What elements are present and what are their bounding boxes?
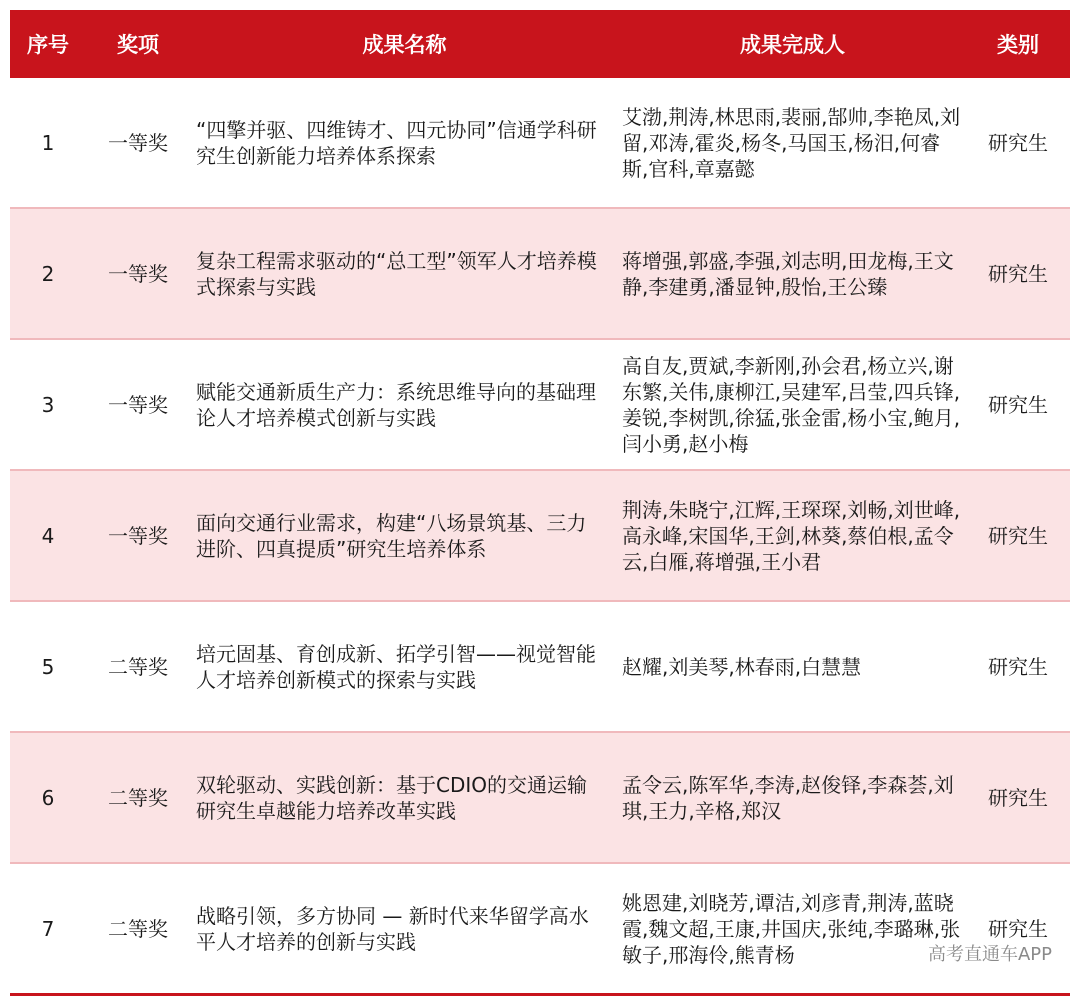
row-people: 姚恩建,刘晓芳,谭洁,刘彦青,荆涛,蓝晓霞,魏文超,王康,井国庆,张纯,李璐琳,张敏子,邢海伶,熊青杨 <box>619 863 966 995</box>
table-header <box>10 10 1070 78</box>
header-row <box>10 10 1070 78</box>
table-row <box>10 339 1070 470</box>
header-name: 成果名称 <box>190 10 619 78</box>
row-award: 一等奖 <box>86 208 190 339</box>
table-row <box>10 601 1070 732</box>
row-index: 5 <box>10 601 86 732</box>
header-category: 类别 <box>966 10 1070 78</box>
row-award: 二等奖 <box>86 863 190 995</box>
row-award: 一等奖 <box>86 339 190 470</box>
awards-table-container <box>10 10 1070 996</box>
table-row <box>10 78 1070 208</box>
row-name: 战略引领，多方协同 — 新时代来华留学高水平人才培养的创新与实践 <box>190 863 619 995</box>
row-award: 一等奖 <box>86 470 190 601</box>
watermark: 高考直通车APP <box>927 944 1052 965</box>
row-name: 复杂工程需求驱动的“总工型”领军人才培养模式探索与实践 <box>190 208 619 339</box>
row-category: 研究生 <box>966 601 1070 732</box>
row-people: 高自友,贾斌,李新刚,孙会君,杨立兴,谢东繁,关伟,康柳江,吴建军,吕莹,四兵锋,姜锐,李树凯,徐猛,张金雷,杨小宝,鲍月,闫小勇,赵小梅 <box>619 339 966 470</box>
awards-table <box>10 10 1070 996</box>
table-body <box>10 78 1070 995</box>
table-row <box>10 863 1070 995</box>
row-people: 赵耀,刘美琴,林春雨,白慧慧 <box>619 601 966 732</box>
row-index: 7 <box>10 863 86 995</box>
table-row <box>10 208 1070 339</box>
row-index: 4 <box>10 470 86 601</box>
row-award: 二等奖 <box>86 601 190 732</box>
row-people: 孟令云,陈军华,李涛,赵俊铎,李森荟,刘琪,王力,辛格,郑汉 <box>619 732 966 863</box>
header-index: 序号 <box>10 10 86 78</box>
table-row <box>10 732 1070 863</box>
row-index: 6 <box>10 732 86 863</box>
row-index: 3 <box>10 339 86 470</box>
row-name: 面向交通行业需求，构建“八场景筑基、三力进阶、四真提质”研究生培养体系 <box>190 470 619 601</box>
row-category: 研究生 <box>966 470 1070 601</box>
row-award: 一等奖 <box>86 78 190 208</box>
row-index: 2 <box>10 208 86 339</box>
row-index: 1 <box>10 78 86 208</box>
table-row <box>10 470 1070 601</box>
row-award: 二等奖 <box>86 732 190 863</box>
row-people: 艾渤,荆涛,林思雨,裴丽,郜帅,李艳凤,刘留,邓涛,霍炎,杨冬,马国玉,杨汨,何睿斯,官科,章嘉懿 <box>619 78 966 208</box>
row-category: 研究生 <box>966 208 1070 339</box>
row-people: 荆涛,朱晓宁,江辉,王琛琛,刘畅,刘世峰,高永峰,宋国华,王剑,林葵,蔡伯根,孟令云,白雁,蒋增强,王小君 <box>619 470 966 601</box>
row-category: 研究生 <box>966 732 1070 863</box>
header-award: 奖项 <box>86 10 190 78</box>
row-category: 研究生 <box>966 78 1070 208</box>
row-name: “四擎并驱、四维铸才、四元协同”信通学科研究生创新能力培养体系探索 <box>190 78 619 208</box>
row-category: 研究生 <box>966 339 1070 470</box>
header-people: 成果完成人 <box>619 10 966 78</box>
row-name: 双轮驱动、实践创新：基于CDIO的交通运输研究生卓越能力培养改革实践 <box>190 732 619 863</box>
row-name: 赋能交通新质生产力：系统思维导向的基础理论人才培养模式创新与实践 <box>190 339 619 470</box>
row-people: 蒋增强,郭盛,李强,刘志明,田龙梅,王文静,李建勇,潘显钟,殷怡,王公臻 <box>619 208 966 339</box>
row-name: 培元固基、育创成新、拓学引智——视觉智能人才培养创新模式的探索与实践 <box>190 601 619 732</box>
row-category: 研究生 <box>966 863 1070 995</box>
